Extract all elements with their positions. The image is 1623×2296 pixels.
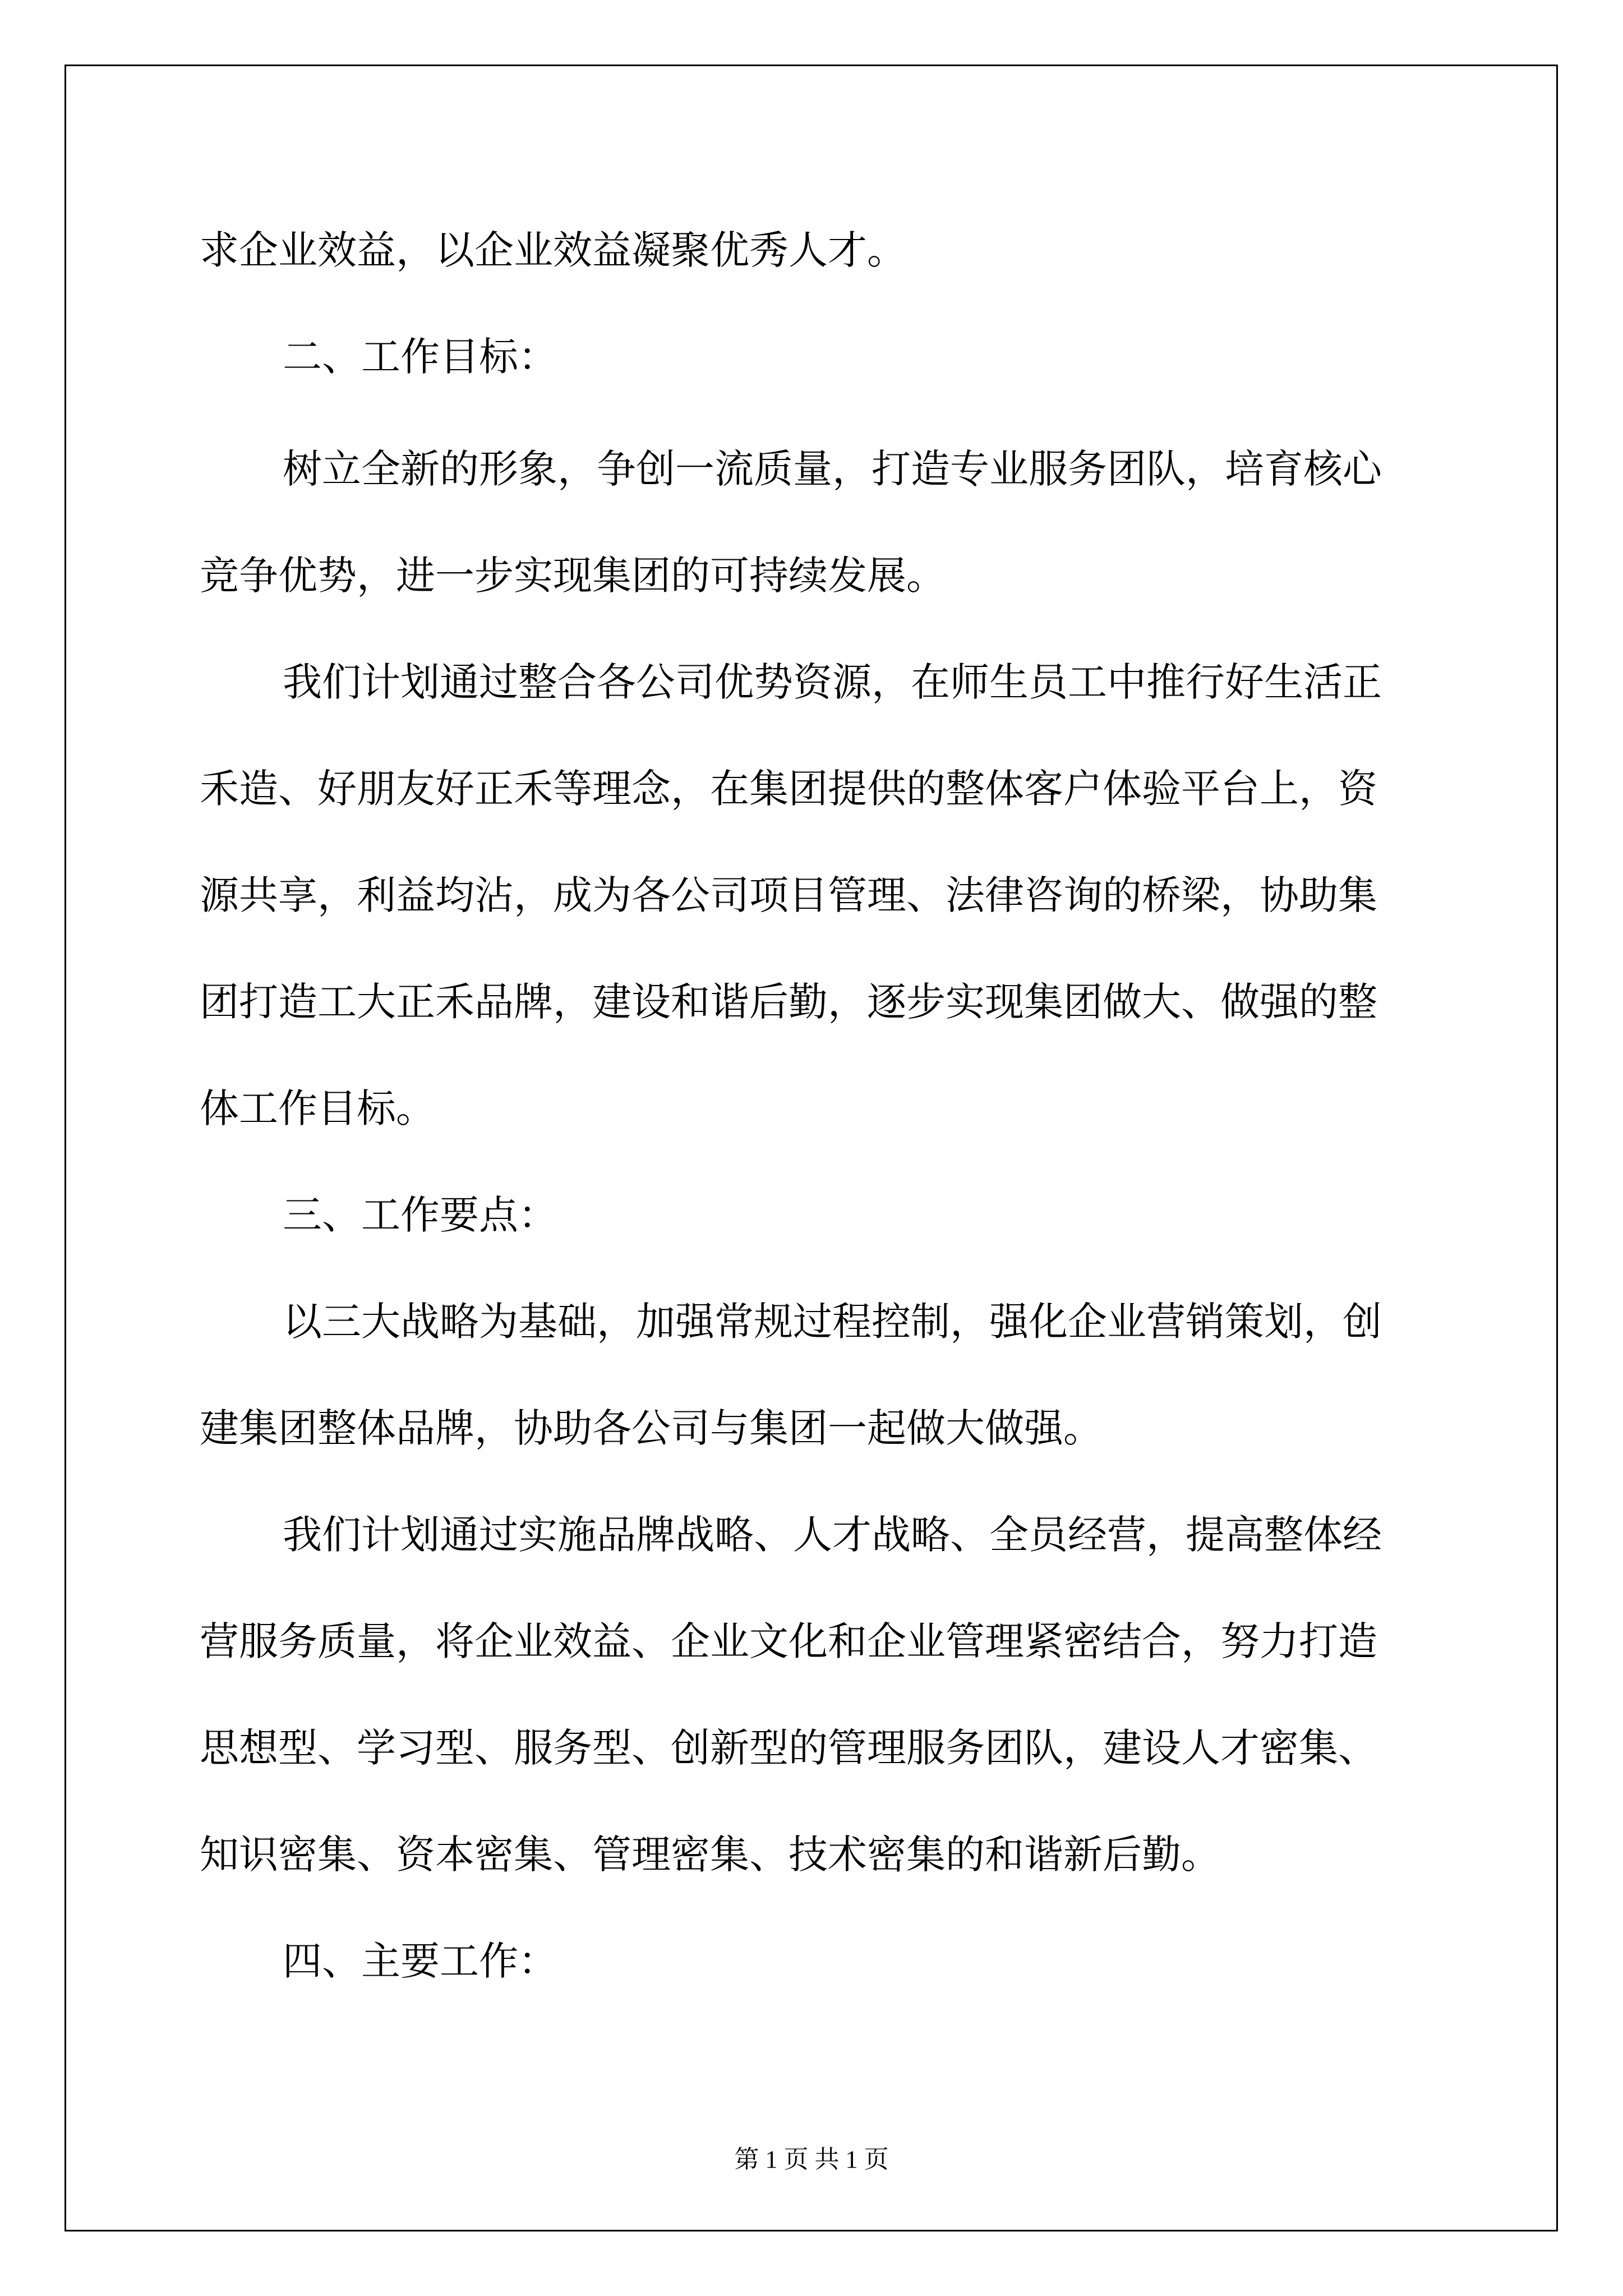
text-line: 体工作目标。 (200, 1085, 435, 1131)
section-heading: 二、工作目标： (283, 334, 557, 380)
section-heading: 三、工作要点： (283, 1192, 557, 1238)
section-heading: 四、主要工作： (283, 1938, 557, 1984)
text-line: 树立全新的形象，争创一流质量，打造专业服务团队，培育核心 (283, 446, 1382, 492)
text-line: 竞争优势，进一步实现集团的可持续发展。 (200, 553, 946, 599)
text-line: 求企业效益，以企业效益凝聚优秀人才。 (200, 227, 906, 273)
text-line: 团打造工大正禾品牌，建设和谐后勤，逐步实现集团做大、做强的整 (200, 979, 1377, 1025)
text-line: 营服务质量，将企业效益、企业文化和企业管理紧密结合，努力打造 (200, 1618, 1377, 1664)
text-line: 我们计划通过实施品牌战略、人才战略、全员经营，提高整体经 (283, 1512, 1382, 1558)
text-line: 思想型、学习型、服务型、创新型的管理服务团队，建设人才密集、 (200, 1725, 1377, 1771)
text-line: 禾造、好朋友好正禾等理念，在集团提供的整体客户体验平台上，资 (200, 766, 1377, 812)
text-line: 以三大战略为基础，加强常规过程控制，强化企业营销策划，创 (283, 1299, 1382, 1345)
text-line: 我们计划通过整合各公司优势资源，在师生员工中推行好生活正 (283, 659, 1382, 705)
text-line: 建集团整体品牌，协助各公司与集团一起做大做强。 (200, 1405, 1103, 1451)
page-footer: 第 1 页 共 1 页 (734, 2146, 889, 2173)
page-border (64, 65, 1558, 2231)
text-line: 知识密集、资本密集、管理密集、技术密集的和谐新后勤。 (200, 1832, 1220, 1878)
text-line: 源共享，利益均沾，成为各公司项目管理、法律咨询的桥梁，协助集 (200, 872, 1377, 918)
